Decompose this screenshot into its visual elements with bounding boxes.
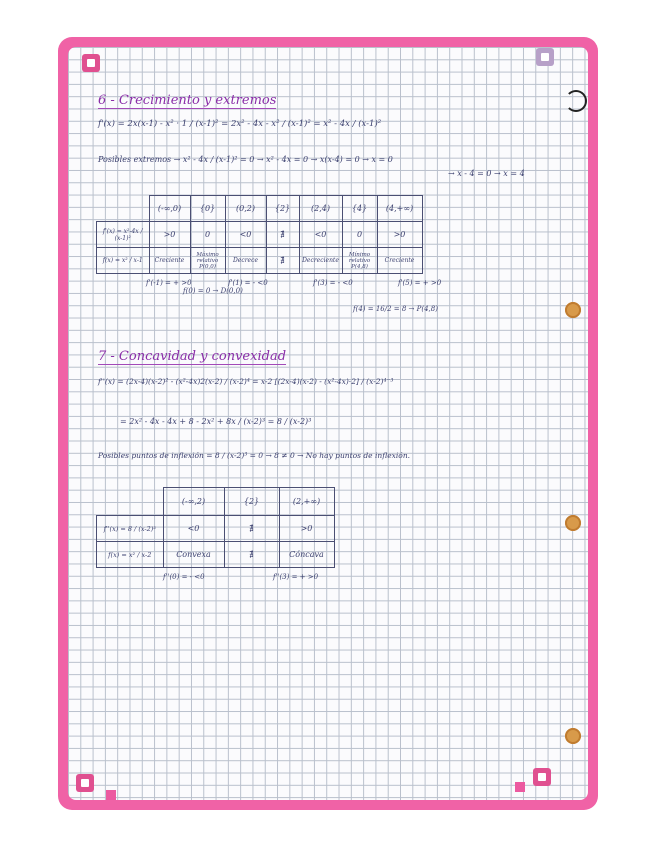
table-cell: 0 <box>342 222 377 248</box>
table-cell: ∄ <box>224 516 279 542</box>
table-header-cell: {4} <box>342 196 377 222</box>
table-cell: ∄ <box>224 542 279 568</box>
concavity-table <box>96 487 335 568</box>
note-f-prime-1: f'(1) = - <0 <box>228 279 268 287</box>
simplified-derivative: = 2x² - 4x - 4x + 8 - 2x² + 8x / (x-2)³ = 8 / (x-2)³ <box>120 417 312 426</box>
note-f-zero: f(0) = 0 → D(0,0) <box>183 287 243 295</box>
table-row-label: f'(x) = x²-4x / (x-1)² <box>97 222 150 248</box>
table-cell: Creciente <box>149 248 190 274</box>
table-cell: Decrece <box>225 248 266 274</box>
section7-title: 7 - Concavidad y convexidad <box>98 349 287 364</box>
table-cell: Cóncava <box>279 542 334 568</box>
table-header-cell <box>97 488 164 516</box>
table-header-cell <box>97 196 150 222</box>
table-header-cell: {2} <box>266 196 299 222</box>
note-f-prime-neg1: f'(-1) = + >0 <box>146 279 192 287</box>
critical-result: → x - 4 = 0 → x = 4 <box>448 169 525 178</box>
table-header-cell: (-∞,2) <box>163 488 224 516</box>
note-f-prime-3: f'(3) = - <0 <box>313 279 353 287</box>
table-row-label: f(x) = x² / x-2 <box>97 542 164 568</box>
section6-title: 6 - Crecimiento y extremos <box>98 93 277 108</box>
table-cell: Decreciente <box>299 248 342 274</box>
table-cell: Máximo relativo P(0,0) <box>190 248 225 274</box>
table-header-cell: {2} <box>224 488 279 516</box>
table-header-cell: (2,4) <box>299 196 342 222</box>
critical-points: Posibles extremos → x² - 4x / (x-1)² = 0 → x² - 4x = 0 → x(x-4) = 0 → x = 0 <box>98 155 393 164</box>
note-f-prime-5: f'(5) = + >0 <box>398 279 442 287</box>
note-f-second-0: f''(0) = - <0 <box>163 573 205 581</box>
table-cell: Convexa <box>163 542 224 568</box>
binder-ring <box>565 90 587 112</box>
table-header-cell: {0} <box>190 196 225 222</box>
table-cell: Mínimo relativo P(4,8) <box>342 248 377 274</box>
binder-hole <box>565 728 581 744</box>
first-derivative: f'(x) = 2x(x-1) - x² · 1 / (x-1)² = 2x² - 4x - x² / (x-1)² = x² - 4x / (x-1)² <box>98 119 382 129</box>
table-row-label: f''(x) = 8 / (x-2)³ <box>97 516 164 542</box>
corner-mark-bottom-left <box>76 774 94 792</box>
corner-mark-top-left <box>82 54 100 72</box>
table-cell: >0 <box>377 222 422 248</box>
table-cell: <0 <box>225 222 266 248</box>
table-cell: <0 <box>299 222 342 248</box>
table-header-cell: (-∞,0) <box>149 196 190 222</box>
table-header-cell: (2,+∞) <box>279 488 334 516</box>
table-cell: >0 <box>149 222 190 248</box>
table-cell: ∄ <box>266 222 299 248</box>
table-header-cell: (0,2) <box>225 196 266 222</box>
grid-paper <box>68 47 588 800</box>
growth-table <box>96 195 423 274</box>
binder-hole <box>565 302 581 318</box>
table-cell: 0 <box>190 222 225 248</box>
pink-marker <box>106 790 116 800</box>
table-header-cell: (4,+∞) <box>377 196 422 222</box>
pink-marker <box>515 782 525 792</box>
second-derivative: f''(x) = (2x-4)(x-2)² - (x²-4x)2(x-2) / (x-2)⁴ = x-2 [(2x-4)(x-2) - (x²-4x)·2] / (x-2)⁴⁻³ <box>98 377 394 386</box>
inflection-points: Posibles puntos de inflexión = 8 / (x-2)³ = 0 → 8 ≠ 0 → No hay puntos de inflexión. <box>98 451 411 460</box>
table-cell: ∄ <box>266 248 299 274</box>
table-cell: <0 <box>163 516 224 542</box>
note-f-second-3: f''(3) = + >0 <box>273 573 319 581</box>
corner-mark-bottom-right <box>533 768 551 786</box>
corner-mark-top-right <box>536 48 554 66</box>
notebook-page <box>58 37 598 810</box>
table-cell: Creciente <box>377 248 422 274</box>
table-row-label: f(x) = x² / x-1 <box>97 248 150 274</box>
table-cell: >0 <box>279 516 334 542</box>
note-f-four: f(4) = 16/2 = 8 → P(4,8) <box>353 305 438 313</box>
binder-hole <box>565 515 581 531</box>
